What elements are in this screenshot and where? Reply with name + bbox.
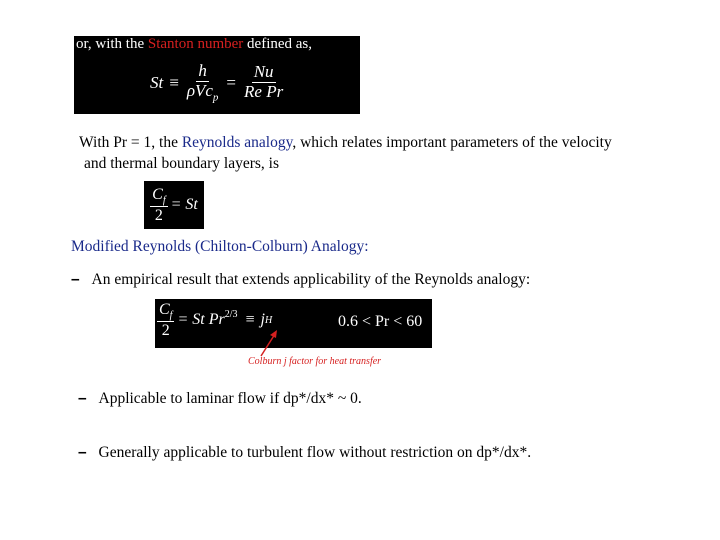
- c-text: C: [152, 185, 163, 203]
- colburn-cf-numerator: [157, 301, 174, 322]
- colburn-equation-box: [155, 299, 432, 348]
- rhovc-text: ρVc: [186, 80, 213, 100]
- stanton-equation: [150, 62, 285, 103]
- stanton-intro-prefix: or, with the: [76, 36, 148, 52]
- reynolds-analogy-term: Reynolds analogy: [181, 134, 293, 151]
- equals-symbol: =: [226, 72, 237, 92]
- bullet-dash: –: [78, 390, 87, 407]
- colburn-annotation: Colburn j factor for heat transfer: [248, 356, 382, 367]
- reynolds-paragraph: [79, 132, 612, 174]
- st-symbol: St: [150, 72, 164, 92]
- modified-reynolds-heading: Modified Reynolds (Chilton-Colburn) Analogy:: [71, 238, 369, 255]
- colburn-two: 2: [161, 322, 170, 340]
- colburn-f-subscript: f: [169, 310, 173, 322]
- cf-over-2: [150, 186, 167, 225]
- bullet-text: Applicable to laminar flow if dp*/dx* ~ 0.: [98, 390, 362, 407]
- reynolds-line-1-prefix: With Pr = 1, the: [79, 134, 182, 151]
- nu-over-repr: [242, 63, 285, 101]
- stanton-definition-box: [74, 36, 360, 114]
- f-subscript: f: [162, 194, 166, 206]
- reynolds-line-1: [79, 132, 612, 153]
- p-subscript: p: [212, 91, 219, 104]
- reynolds-line-2: and thermal boundary layers, is: [84, 155, 279, 172]
- colburn-equiv: ≡: [245, 311, 255, 329]
- stanton-term: Stanton number: [147, 36, 244, 52]
- bullet-text: An empirical result that extends applicability of the Reynolds analogy:: [91, 271, 531, 288]
- cf-numerator: [150, 186, 167, 207]
- cf-over-2-colburn: [157, 301, 174, 340]
- annotation-arrow: [255, 326, 285, 358]
- reynolds-equation-box: [144, 181, 204, 229]
- stanton-intro-suffix: defined as,: [243, 36, 313, 52]
- rhovcp-denominator: [185, 82, 221, 103]
- h-over-rhovcp: [185, 62, 221, 103]
- two-denominator: 2: [154, 206, 163, 224]
- bullet-dash: –: [71, 271, 80, 288]
- colburn-j: j: [260, 311, 265, 329]
- colburn-range: 0.6 < Pr < 60: [338, 313, 423, 330]
- bullet-empirical: [71, 271, 530, 289]
- h-numerator: h: [198, 61, 207, 80]
- bullet-text: Generally applicable to turbulent flow without restriction on dp*/dx*.: [98, 444, 532, 461]
- colburn-h-subscript: H: [264, 314, 273, 326]
- stanton-intro-line: [76, 36, 312, 53]
- colburn-c-text: C: [159, 301, 170, 318]
- reynolds-line-1-suffix: , which relates important parameters of the velocity: [292, 134, 612, 151]
- bullet-dash: –: [78, 444, 87, 461]
- equals-st: = St: [170, 196, 198, 213]
- repr-denominator: Re Pr: [244, 82, 284, 102]
- nu-numerator: Nu: [253, 62, 274, 82]
- bullet-laminar: [78, 390, 362, 408]
- bullet-turbulent: [78, 444, 531, 462]
- colburn-rhs: = St Pr: [177, 311, 225, 329]
- equiv-symbol: ≡: [169, 72, 179, 92]
- colburn-exponent: 2/3: [224, 308, 238, 320]
